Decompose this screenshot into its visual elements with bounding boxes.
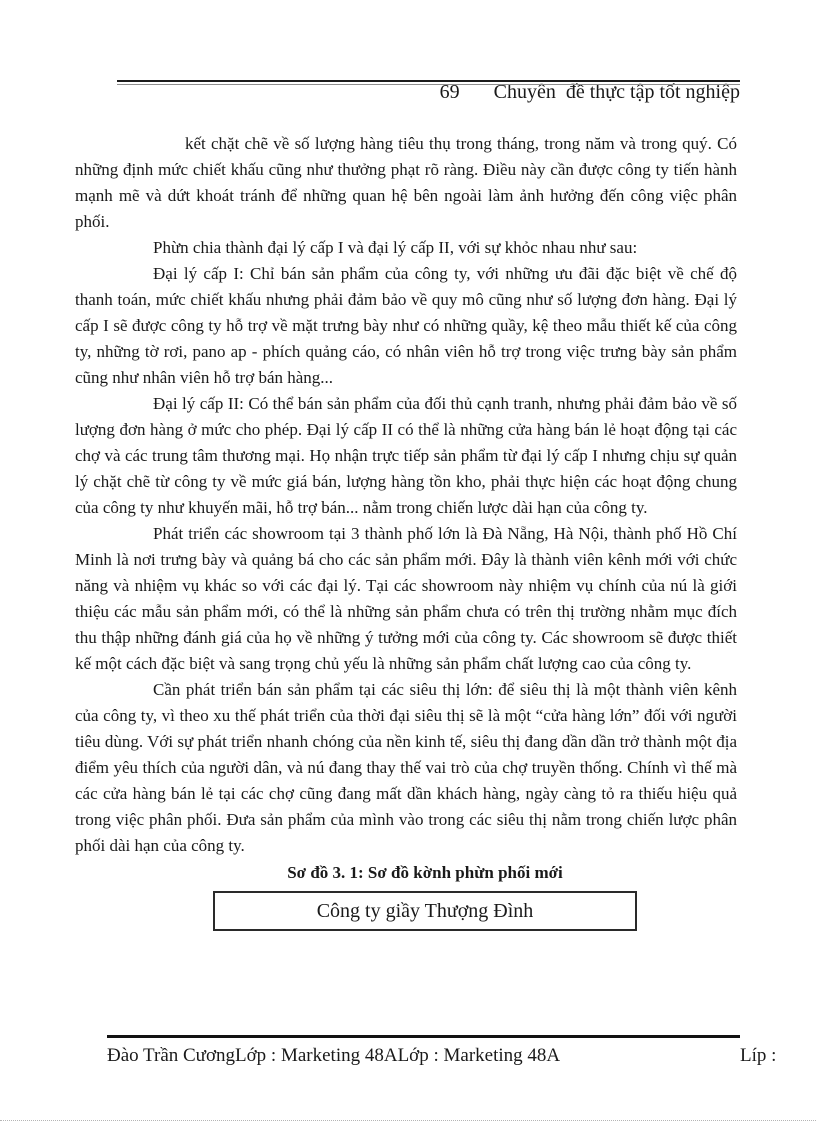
diagram-box-company [213,891,637,931]
paragraph: Đại lý cấp II: Có thể bán sản phẩm của đối thủ cạnh tranh, nhưng phải đảm bảo về số lượng đơn hàng ở mức cho phép. Đại lý cấp II có thể là những cửa hàng bán lẻ hoạt động tại các chợ và các trung tâm thương mại. Họ nhận trực tiếp sản phẩm từ đại lý cấp I nhưng chịu sự quản lý chặt chẽ từ công ty về mức giá bán, lượng hàng tồn kho, phải thực hiện các hoạt động chung của công ty như khuyến mãi, hỗ trợ bán... nằm trong chiến lược dài hạn của công ty. [75,394,737,517]
diagram-box-label: Công ty giầy Thượng Đình [316,899,534,922]
paragraph: kết chặt chẽ về số lượng hàng tiêu thụ trong tháng, trong năm và trong quý. Có những định mức chiết khấu cũng như thưởng phạt rõ ràng. Điều này cần được công ty tiến hành mạnh mẽ và dứt khoát tránh để những quan hệ bên ngoài làm ảnh hưởng đến công việc phân phối. [75,134,737,231]
page-bottom-divider [0,1120,816,1121]
paragraph: Phừn chia thành đại lý cấp I và đại lý cấp II, với sự khỏc nhau như sau: [153,238,638,257]
page-number: 69 [439,81,460,103]
footer-author-class: Đào Trần CươngLớp : Marketing 48ALớp : Marketing 48A [107,1045,561,1066]
paragraph: Phát triển các showroom tại 3 thành phố lớn là Đà Nẵng, Hà Nội, thành phố Hồ Chí Minh là nơi trưng bày và quảng bá cho các sản phẩm mới. Đây là thành viên kênh mới với chức năng và nhiệm vụ khác so với các đại lý. Tại các showroom này nhiệm vụ chính của nú là giới thiệu các mẫu sản phẩm mới, có thể là những sản phẩm chưa có trên thị trường nhằm mục đích thu thập những đánh giá của họ về những ý tưởng mới của công ty. Các showroom sẽ được thiết kế một cách đặc biệt và sang trọng chủ yếu là những sản phẩm chất lượng cao của công ty. [75,524,737,673]
diagram-caption: Sơ đồ 3. 1: Sơ đồ kờnh phừn phối mới [287,863,563,882]
paragraph: Đại lý cấp I: Chỉ bán sản phẩm của công ty, với những ưu đãi đặc biệt về chế độ thanh toán, mức chiết khấu nhưng phải đảm bảo về quy mô cũng như số lượng đơn hàng. Đại lý cấp I sẽ được công ty hỗ trợ về mặt trưng bày như có những quầy, kệ theo mẫu thiết kế của công ty, những tờ rơi, pano ap - phích quảng cáo, có nhân viên hỗ trợ trong việc trưng bày sản phẩm cũng như nhân viên hỗ trợ bán hàng... [75,264,737,387]
footer-class-label-right: Líp : [740,1045,777,1066]
page-header [117,53,740,131]
header-rule [117,80,740,85]
header-title: Chuyên đề thực tập tốt nghiệp [493,81,740,103]
paragraph: Cần phát triển bán sản phẩm tại các siêu thị lớn: để siêu thị là một thành viên kênh của công ty, vì theo xu thế phát triển của thời đại siêu thị sẽ là một “cửa hàng lớn” đối với người tiêu dùng. Với sự phát triển nhanh chóng của nền kinh tế, siêu thị đang dần dần trở thành một địa điểm yêu thích của người dân, và nú đang thay thế vai trò của chợ truyền thống. Chính vì thế mà các cửa hàng bán lẻ tại các chợ cũng đang mất dần khách hàng, ngày càng tỏ ra thiếu hiệu quả trong việc phân phối. Đưa sản phẩm của mình vào trong các siêu thị nằm trong chiến lược phân phối dài hạn của công ty. [75,680,737,855]
footer-rule [107,1035,740,1038]
document-body [75,131,737,931]
